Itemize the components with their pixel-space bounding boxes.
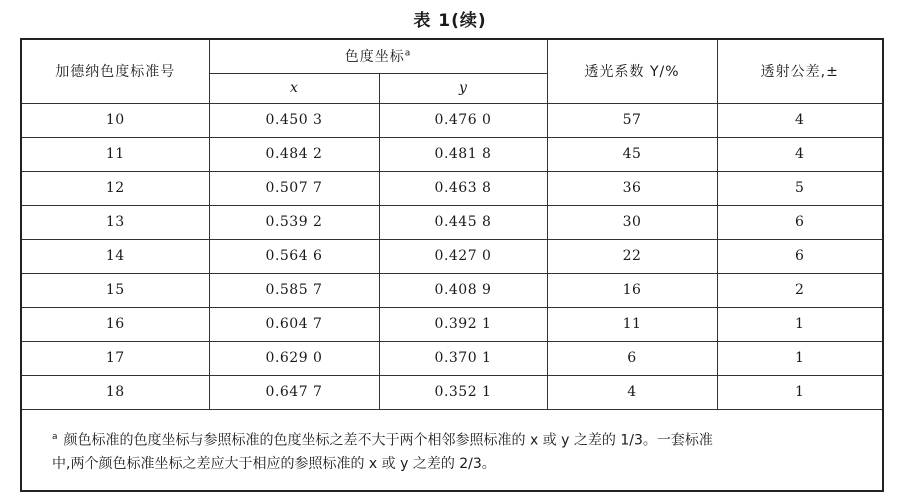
cell-standard-no: 10 [21,103,209,137]
cell-y: 0.445 8 [379,205,547,239]
table-row [21,171,883,205]
header-standard-no: 加德纳色度标准号 [21,39,209,103]
cell-y: 0.481 8 [379,137,547,171]
table-row [21,137,883,171]
cell-tolerance: 2 [717,273,883,307]
cell-transmittance: 6 [547,341,717,375]
cell-tolerance: 5 [717,171,883,205]
cell-transmittance: 11 [547,307,717,341]
cell-x: 0.585 7 [209,273,379,307]
cell-y: 0.352 1 [379,375,547,409]
cell-transmittance: 22 [547,239,717,273]
cell-transmittance: 4 [547,375,717,409]
cell-y: 0.427 0 [379,239,547,273]
cell-standard-no: 14 [21,239,209,273]
cell-x: 0.629 0 [209,341,379,375]
cell-x: 0.450 3 [209,103,379,137]
header-chroma-coordinates [209,39,547,73]
cell-x: 0.564 6 [209,239,379,273]
cell-tolerance: 4 [717,103,883,137]
cell-y: 0.408 9 [379,273,547,307]
cell-tolerance: 1 [717,307,883,341]
cell-x: 0.539 2 [209,205,379,239]
footnote-ref-a: a [404,48,412,59]
table-row [21,239,883,273]
table-row [21,205,883,239]
cell-transmittance: 45 [547,137,717,171]
cell-transmittance: 57 [547,103,717,137]
header-transmittance: 透光系数 Y/% [547,39,717,103]
cell-tolerance: 1 [717,341,883,375]
cell-standard-no: 11 [21,137,209,171]
cell-transmittance: 36 [547,171,717,205]
cell-standard-no: 13 [21,205,209,239]
table-row [21,103,883,137]
cell-standard-no: 15 [21,273,209,307]
table-row [21,341,883,375]
cell-tolerance: 6 [717,239,883,273]
header-x: x [209,73,379,103]
table-row [21,375,883,409]
footnote-line-1: 颜色标准的色度坐标与参照标准的色度坐标之差不大于两个相邻参照标准的 x 或 y 之差的 1/3。一套标准 [63,432,713,449]
cell-transmittance: 16 [547,273,717,307]
cell-y: 0.392 1 [379,307,547,341]
cell-standard-no: 18 [21,375,209,409]
table-row [21,273,883,307]
cell-y: 0.476 0 [379,103,547,137]
cell-standard-no: 17 [21,341,209,375]
header-tolerance: 透射公差,± [717,39,883,103]
cell-x: 0.484 2 [209,137,379,171]
table-row [21,307,883,341]
cell-transmittance: 30 [547,205,717,239]
footnote-mark: a [52,431,58,442]
cell-tolerance: 1 [717,375,883,409]
footnote-row [21,409,883,491]
cell-y: 0.463 8 [379,171,547,205]
cell-tolerance: 6 [717,205,883,239]
header-chroma-label: 色度坐标 [344,49,405,66]
footnote-line-2: 中,两个颜色标准坐标之差应大于相应的参照标准的 x 或 y 之差的 2/3。 [52,456,496,473]
cell-x: 0.507 7 [209,171,379,205]
footnote [21,409,883,491]
cell-x: 0.604 7 [209,307,379,341]
cell-x: 0.647 7 [209,375,379,409]
cell-standard-no: 12 [21,171,209,205]
gardner-color-table [20,38,884,492]
cell-y: 0.370 1 [379,341,547,375]
cell-standard-no: 16 [21,307,209,341]
header-y: y [379,73,547,103]
cell-tolerance: 4 [717,137,883,171]
table-caption: 表 1(续) [413,11,487,31]
